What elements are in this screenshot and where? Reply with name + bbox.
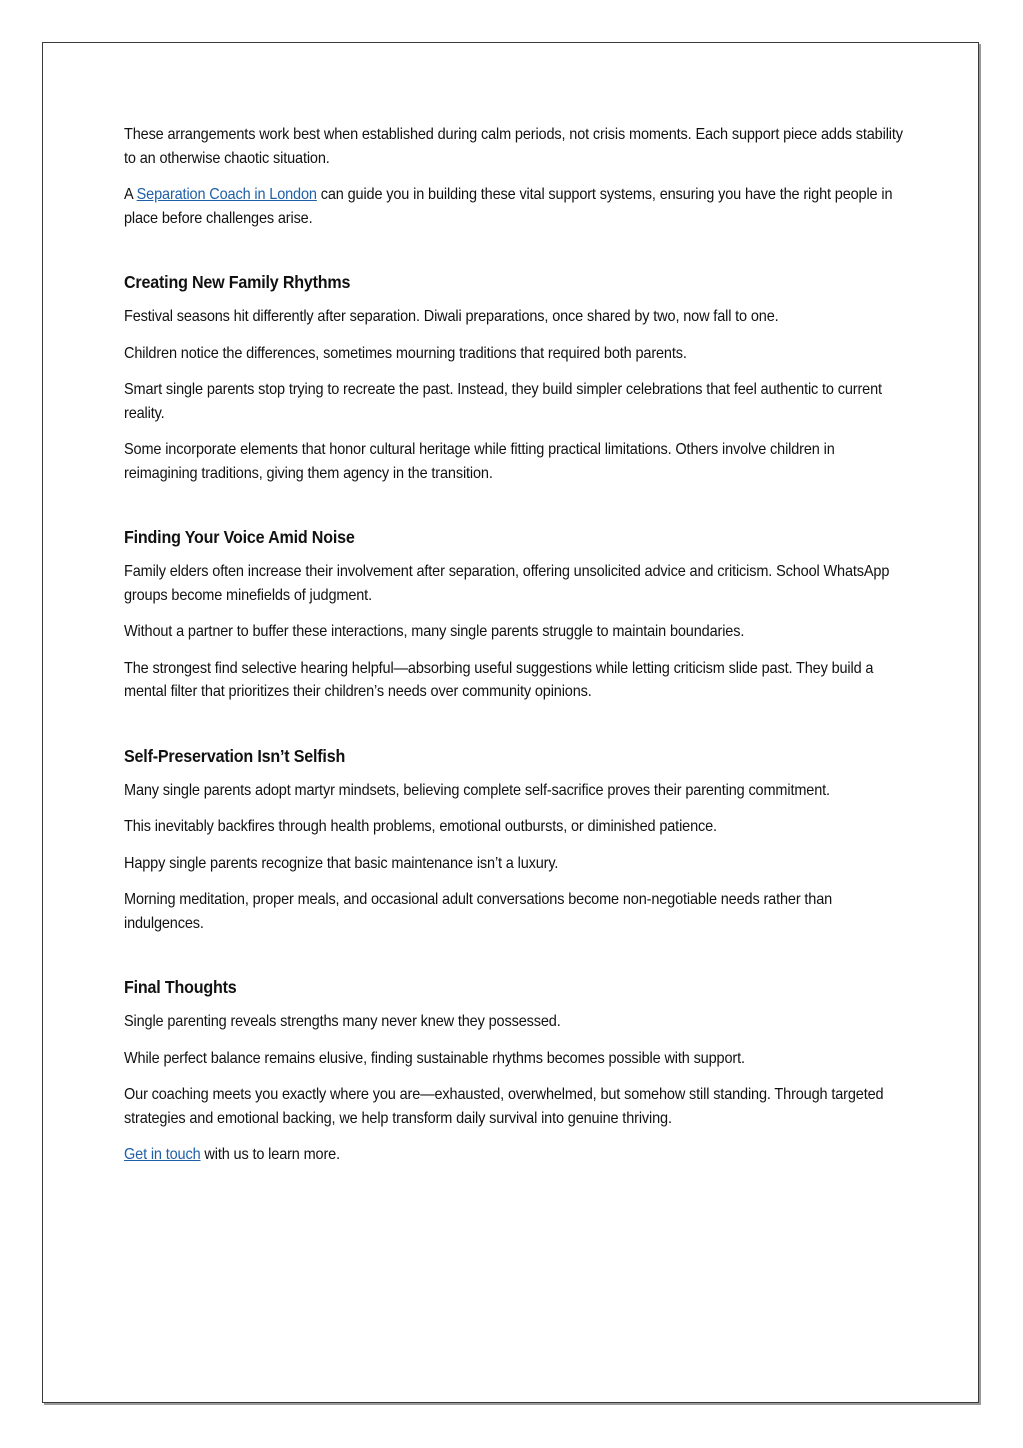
voice-paragraph-1: Family elders often increase their involvement after separation, offering unsolicited advice and criticism. School WhatsApp groups become minefields of judgment. <box>124 563 890 604</box>
rhythms-paragraph-2: Children notice the differences, sometimes mourning traditions that required both parents. <box>124 344 687 362</box>
heading-finding-voice: Finding Your Voice Amid Noise <box>124 527 355 547</box>
rhythms-paragraph-1: Festival seasons hit differently after separation. Diwali preparations, once shared by two, now fall to one. <box>124 308 779 325</box>
final-paragraph-2: While perfect balance remains elusive, finding sustainable rhythms becomes possible with support. <box>124 1049 745 1067</box>
final-paragraph-4 <box>124 1143 904 1167</box>
voice-paragraph-2: Without a partner to buffer these interactions, many single parents struggle to maintain boundaries. <box>124 623 745 640</box>
self-paragraph-1: Many single parents adopt martyr mindsets, believing complete self-sacrifice proves their parenting commitment. <box>124 781 830 799</box>
self-paragraph-4: Morning meditation, proper meals, and occasional adult conversations become non-negotiable needs rather than indulgences. <box>124 891 833 932</box>
get-in-touch-link[interactable]: Get in touch <box>124 1146 201 1163</box>
intro-paragraph-2 <box>124 183 904 230</box>
rhythms-paragraph-3: Smart single parents stop trying to recreate the past. Instead, they build simpler celebrations that feel authentic to current reality. <box>124 381 882 422</box>
rhythms-paragraph-4: Some incorporate elements that honor cultural heritage while fitting practical limitations. Others involve children in reimagining traditions, giving them agency in the transition. <box>124 441 835 482</box>
final-paragraph-3: Our coaching meets you exactly where you are—exhausted, overwhelmed, but somehow still standing. Through targeted strategies and emotional backing, we help transform daily survival into genuine thriving. <box>124 1086 884 1127</box>
intro-paragraph-2-suffix: can guide you in building these vital support systems, ensuring you have the right people in place before challenges arise. <box>124 186 893 227</box>
voice-paragraph-3: The strongest find selective hearing helpful—absorbing useful suggestions while letting criticism slide past. They build a mental filter that prioritizes their children’s needs over community opinions. <box>124 659 874 700</box>
self-paragraph-2: This inevitably backfires through health problems, emotional outbursts, or diminished patience. <box>124 818 717 835</box>
intro-paragraph-2-prefix: A <box>124 186 137 203</box>
separation-coach-link[interactable]: Separation Coach in London <box>136 186 317 203</box>
intro-paragraph-1: These arrangements work best when established during calm periods, not crisis moments. Each support piece adds stability to an otherwise chaotic situation. <box>124 126 903 167</box>
heading-family-rhythms: Creating New Family Rhythms <box>124 272 351 292</box>
self-paragraph-3: Happy single parents recognize that basic maintenance isn’t a luxury. <box>124 854 559 872</box>
final-paragraph-1: Single parenting reveals strengths many never knew they possessed. <box>124 1013 561 1030</box>
heading-final-thoughts: Final Thoughts <box>124 977 237 997</box>
heading-self-preservation: Self-Preservation Isn’t Selfish <box>124 745 346 766</box>
final-paragraph-4-suffix: with us to learn more. <box>200 1146 340 1163</box>
document-content <box>124 123 904 1180</box>
